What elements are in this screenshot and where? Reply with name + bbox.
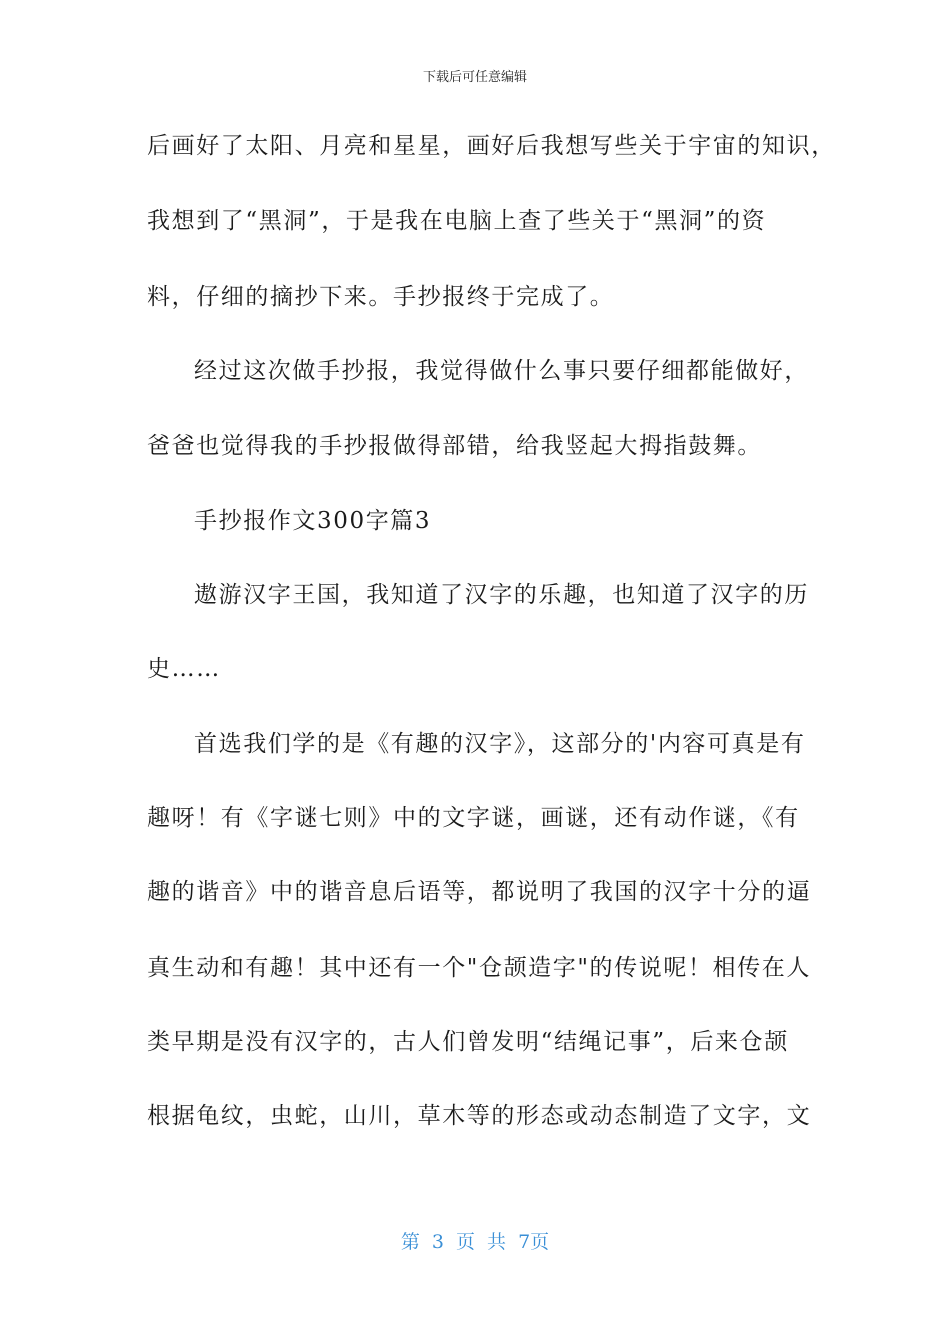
text-line: 真生动和有趣！其中还有一个"仓颉造字"的传说呢！相传在人 bbox=[147, 955, 811, 981]
text-line: 后画好了太阳、月亮和星星，画好后我想写些关于宇宙的知识， bbox=[147, 133, 836, 159]
text-line: 史…… bbox=[147, 656, 221, 682]
text-line: 经过这次做手抄报，我觉得做什么事只要仔细都能做好， bbox=[194, 358, 809, 384]
text-line: 我想到了“黑洞”，于是我在电脑上查了些关于“黑洞”的资 bbox=[147, 208, 767, 234]
text-line: 根据龟纹，虫蛇，山川，草木等的形态或动态制造了文字，文 bbox=[147, 1103, 812, 1129]
page-header: 下载后可任意编辑 bbox=[422, 70, 527, 85]
text-line: 料，仔细的摘抄下来。手抄报终于完成了。 bbox=[147, 284, 615, 310]
text-line: 爸爸也觉得我的手抄报做得部错，给我竖起大拇指鼓舞。 bbox=[147, 433, 762, 459]
section-heading: 手抄报作文300字篇3 bbox=[194, 508, 432, 534]
text-line: 类早期是没有汉字的，古人们曾发明“结绳记事”，后来仓颉 bbox=[147, 1029, 789, 1055]
page-number-footer: 第 3 页 共 7页 bbox=[400, 1231, 550, 1253]
text-line: 首选我们学的是《有趣的汉字》，这部分的'内容可真是有 bbox=[194, 731, 806, 757]
text-line: 趣的谐音》中的谐音息后语等，都说明了我国的汉字十分的逼 bbox=[147, 879, 812, 905]
text-line: 趣呀！有《字谜七则》中的文字谜，画谜，还有动作谜，《有 bbox=[147, 805, 800, 831]
text-line: 遨游汉字王国，我知道了汉字的乐趣，也知道了汉字的历 bbox=[194, 582, 809, 608]
